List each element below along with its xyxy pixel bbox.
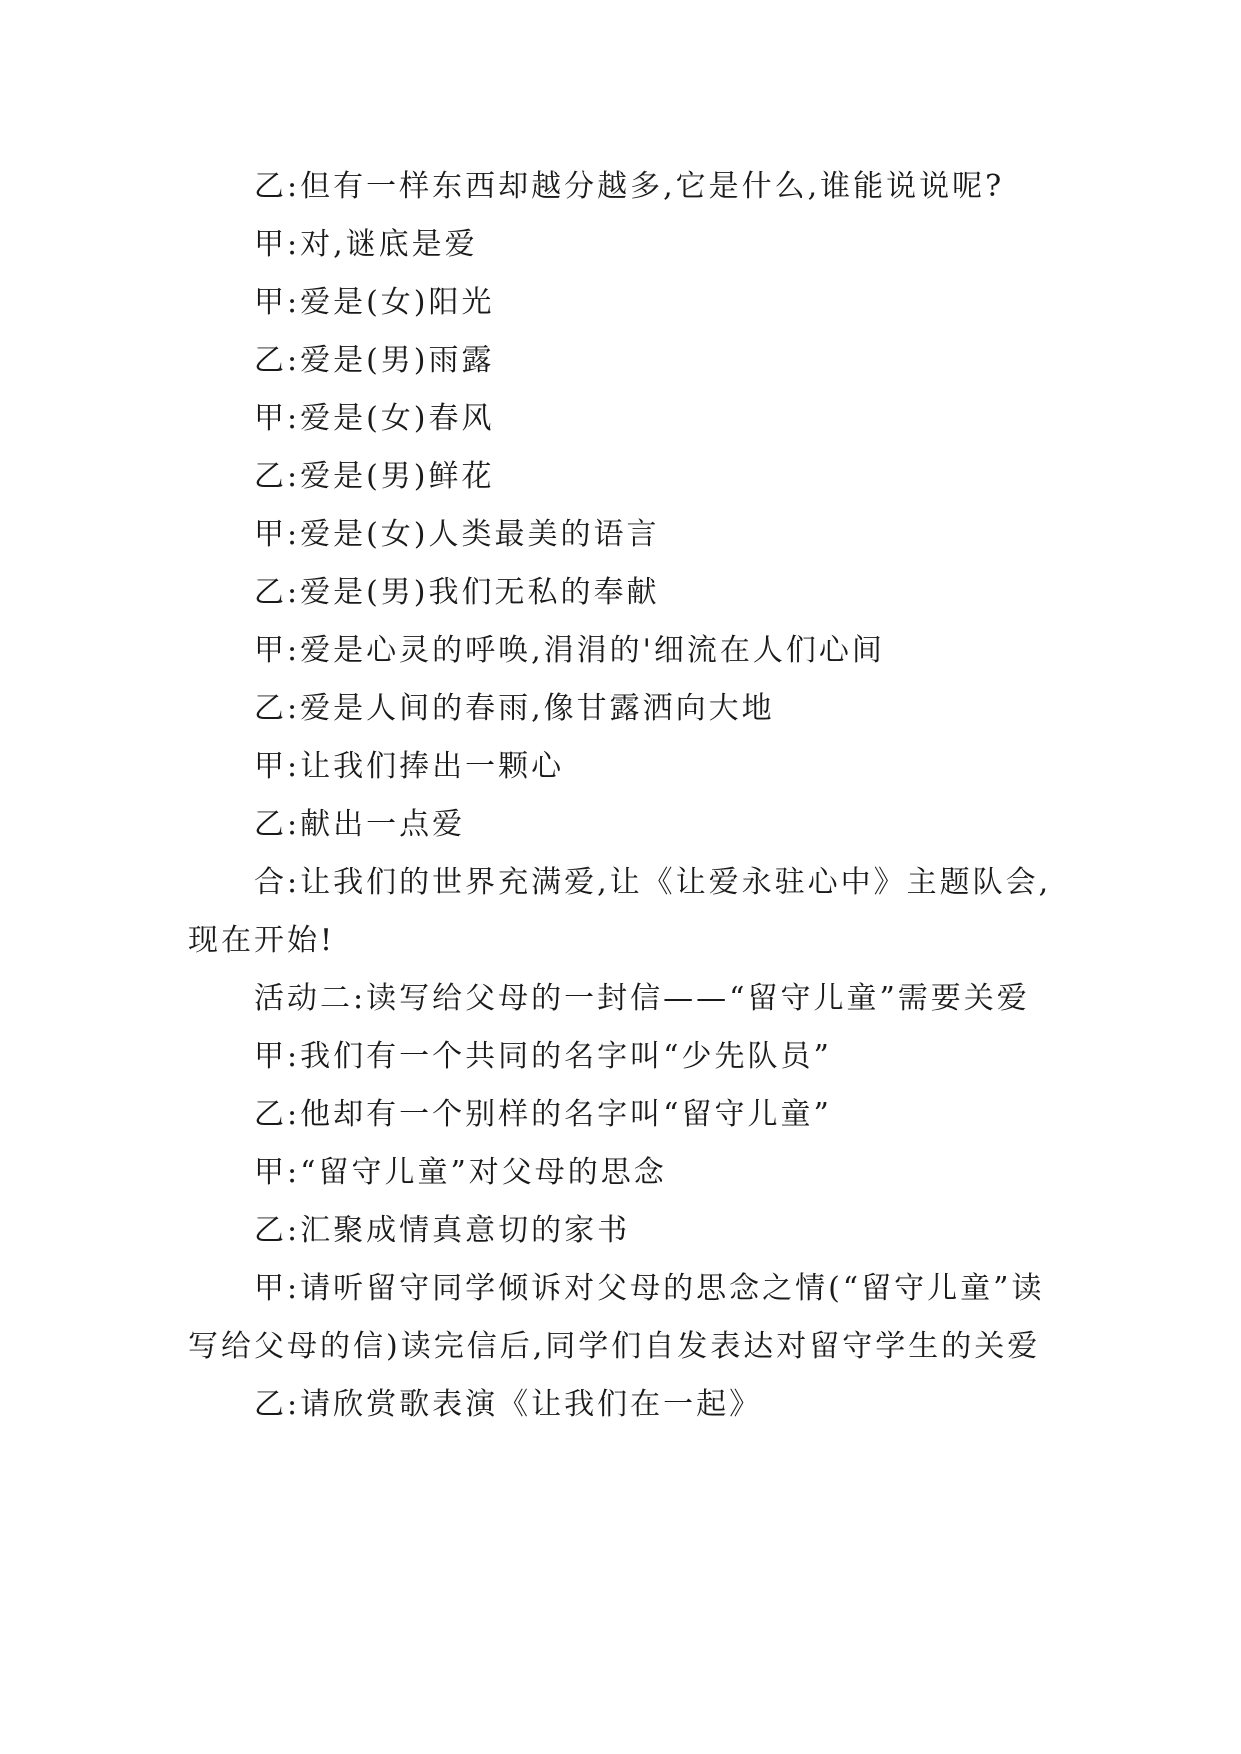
document-body (188, 158, 1068, 1434)
paragraph: 甲:让我们捧出一颗心 (254, 749, 565, 784)
paragraph: 合:让我们的世界充满爱,让《让爱永驻心中》主题队会,现在开始! (188, 865, 1052, 958)
paragraph: 甲:爱是(女)阳光 (254, 285, 495, 320)
paragraph: 乙:但有一样东西却越分越多,它是什么,谁能说说呢? (254, 169, 1005, 204)
paragraph: 乙:他却有一个别样的名字叫“留守儿童” (254, 1097, 832, 1132)
paragraph: 乙:爱是(男)雨露 (254, 343, 495, 378)
paragraph: 甲:我们有一个共同的名字叫“少先队员” (254, 1039, 832, 1074)
paragraph: 甲:爱是(女)春风 (254, 401, 495, 436)
paragraph: 乙:请欣赏歌表演《让我们在一起》 (254, 1387, 763, 1422)
section-heading: 活动二:读写给父母的一封信——“留守儿童”需要关爱 (254, 981, 1030, 1016)
paragraph: 甲:对,谜底是爱 (254, 227, 478, 262)
paragraph: 乙:汇聚成情真意切的家书 (254, 1213, 631, 1248)
paragraph: 甲:爱是心灵的呼唤,涓涓的'细流在人们心间 (254, 633, 885, 668)
paragraph: 甲:爱是(女)人类最美的语言 (254, 517, 660, 552)
paragraph: 乙:爱是(男)鲜花 (254, 459, 495, 494)
paragraph: 乙:爱是人间的春雨,像甘露洒向大地 (254, 691, 775, 726)
paragraph: 甲:“留守儿童”对父母的思念 (254, 1155, 667, 1190)
paragraph: 乙:爱是(男)我们无私的奉献 (254, 575, 660, 610)
paragraph: 甲:请听留守同学倾诉对父母的思念之情(“留守儿童”读写给父母的信)读完信后,同学们自发表达对留守学生的关爱 (188, 1271, 1045, 1364)
paragraph: 乙:献出一点爱 (254, 807, 466, 842)
